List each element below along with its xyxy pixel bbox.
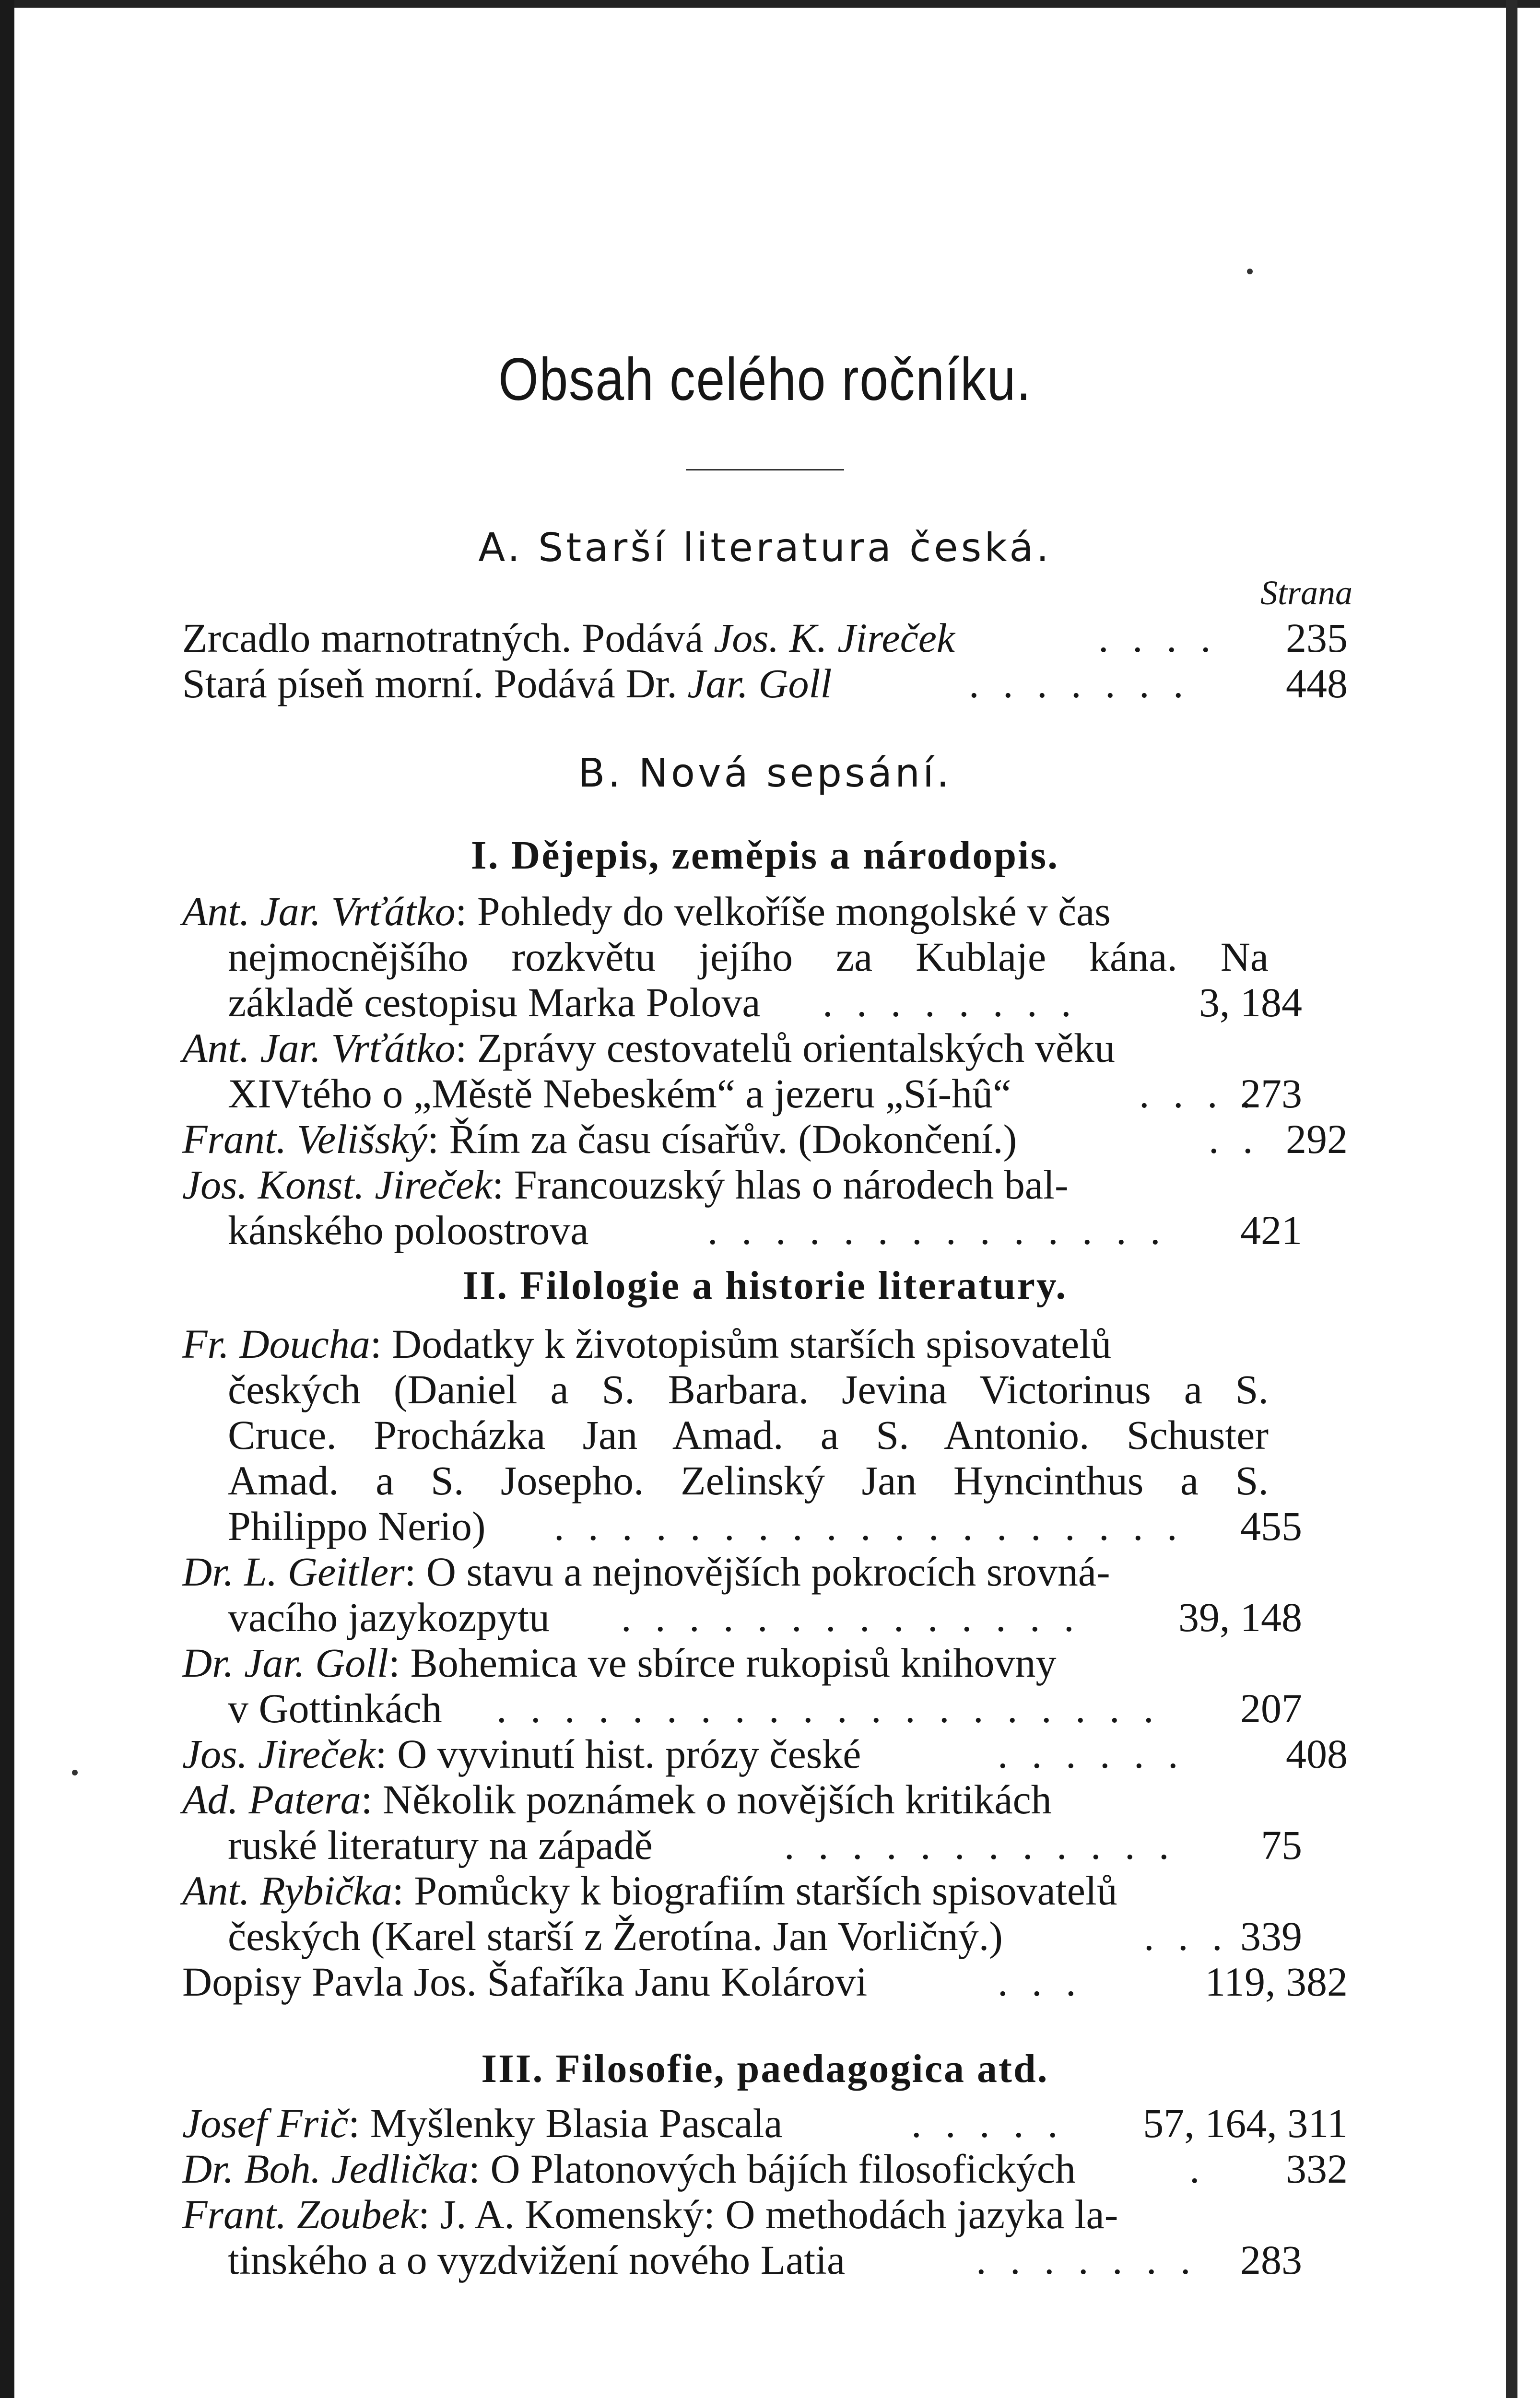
entry-text: Několik poznámek o novějších kritikách	[383, 1776, 1052, 1822]
leader-dots: . . . . . . . .	[823, 979, 1078, 1025]
entry-author: Frant. Velišský	[182, 1116, 428, 1162]
entry-author: Jos. Konst. Jireček	[182, 1162, 493, 1208]
leader-dots: . . . . . . . . . . . .	[784, 1822, 1176, 1868]
subsection-title: III. Filosofie, paedagogica atd.	[481, 2046, 1049, 2091]
leader-dots: . . . . . . . . . . . . . .	[707, 1207, 1167, 1253]
entry-text: Bohemica ve sbírce rukopisů knihovny	[410, 1640, 1057, 1686]
entry-text: ruské literatury na západě	[228, 1822, 653, 1868]
entry-text: Cruce. Procházka Jan Amad. a S. Antonio. Schuster	[228, 1412, 1269, 1458]
leader-dots: .	[1189, 2146, 1207, 2192]
list-item: Ant. Rybička: Pomůcky k biografiím starších spisovatelů českých (Karel starší z Žerotína. Jan Vorličný.) . . . 339	[182, 1868, 1302, 1959]
entry-text: českých (Daniel a S. Barbara. Jevina Victorinus a S.	[228, 1366, 1269, 1412]
entry-text: českých (Karel starší z Žerotína. Jan Vorličný.)	[228, 1913, 1003, 1959]
section-b-title: B. Nová sepsání.	[578, 751, 952, 796]
entry-pages: 408	[1286, 1731, 1348, 1777]
leader-dots: . . . . . . . . . . . . . .	[621, 1594, 1081, 1640]
entry-author: Ant. Jar. Vrťátko	[182, 888, 456, 934]
entry-text: J. A. Komenský: O methodách jazyka la-	[440, 2191, 1118, 2237]
leader-dots: . . . . . . . . . . . . . . . . . . .	[554, 1503, 1184, 1549]
leader-dots: . . . . . . .	[976, 2237, 1198, 2283]
entry-author: Dr. L. Geitler	[182, 1549, 405, 1595]
entry-text: Pohledy do velkoříše mongolské v čas	[477, 888, 1111, 934]
entry-pages: 57, 164, 311	[1143, 2100, 1348, 2146]
entry-pages: 207	[1240, 1685, 1302, 1731]
entry-text: Zprávy cestovatelů orientalských věku	[477, 1025, 1116, 1071]
list-item: Dr. Jar. Goll: Bohemica ve sbírce rukopisů knihovny v Gottinkách . . . . . . . . . . . . . . . . . . . . 207	[182, 1640, 1302, 1731]
list-item: Ant. Jar. Vrťátko: Pohledy do velkoříše mongolské v čas nejmocnějšího rozkvětu jejího za Kublaje kána. Na základě cestopisu Marka Polova . . . . . . . . 3, 184	[182, 888, 1302, 1025]
list-item: Jos. Konst. Jireček: Francouzský hlas o národech bal- kánského poloostrova . . . . . . . . . . . . . . 421	[182, 1162, 1302, 1253]
entry-text: Pomůcky k biografiím starších spisovatelů	[414, 1868, 1117, 1914]
entry-pages: 75	[1261, 1822, 1302, 1868]
entry-text: Amad. a S. Josepho. Zelinský Jan Hyncinthus a S.	[228, 1458, 1269, 1504]
entry-pages: 339	[1240, 1913, 1302, 1959]
leader-dots: . .	[1209, 1116, 1260, 1162]
entry-pages: 455	[1240, 1503, 1302, 1549]
page-edge-top	[0, 0, 1540, 8]
entry-pages: 119, 382	[1205, 1959, 1348, 2005]
leader-dots: . . . . . . .	[969, 660, 1190, 706]
entry-pages: 448	[1286, 660, 1348, 706]
list-item: Ant. Jar. Vrťátko: Zprávy cestovatelů orientalských věku XIVtého o „Městě Nebeském“ a jezeru „Sí-hû“ . . . . 273	[182, 1025, 1302, 1117]
page-edge-right	[1506, 0, 1517, 2398]
list-item: Jos. Jireček: O vyvinutí hist. prózy české . . . . . . 408	[182, 1731, 1348, 1777]
entry-text: Philippo Nerio)	[228, 1503, 486, 1549]
entry-text: v Gottinkách	[228, 1685, 442, 1731]
entry-text: Zrcadlo marnotratných. Podává	[182, 615, 714, 661]
entry-text: O vyvinutí hist. prózy české	[397, 1731, 861, 1777]
entry-author: Ant. Jar. Vrťátko	[182, 1025, 456, 1071]
leader-dots: . . . . . . . . . . . . . . . . . . . .	[496, 1685, 1161, 1731]
entry-text: Dopisy Pavla Jos. Šafaříka Janu Kolárovi	[182, 1959, 868, 2005]
column-label: Strana	[1260, 574, 1352, 612]
entry-author: Ad. Patera	[182, 1776, 361, 1822]
list-item: Frant. Velišský: Řím za času císařův. (Dokončení.) . . 292	[182, 1116, 1348, 1162]
section-a-title: A. Starší literatura česká.	[478, 525, 1052, 571]
list-item: Fr. Doucha: Dodatky k životopisům starších spisovatelů českých (Daniel a S. Barbara. Jevina Victorinus a S. Cruce. Procházka Jan Amad. a S. Antonio. Schuster Amad. a S. Josepho. Zelinský Jan Hyncinthus a S. Philippo Nerio) . . . . . . . . . . . . . . . . . . . 455	[182, 1321, 1302, 1549]
leader-dots: . . . .	[1098, 615, 1218, 661]
entry-text: Řím za času císařův. (Dokončení.)	[449, 1116, 1017, 1162]
entry-text: Myšlenky Blasia Pascala	[370, 2100, 783, 2146]
entry-author: Fr. Doucha	[182, 1321, 370, 1367]
list-item: Josef Frič: Myšlenky Blasia Pascala . . . . . 57, 164, 311	[182, 2100, 1348, 2146]
subsection-title: I. Dějepis, zeměpis a národopis.	[470, 833, 1059, 878]
list-item: Ad. Patera: Několik poznámek o novějších kritikách ruské literatury na západě . . . . . . . . . . . . 75	[182, 1776, 1302, 1868]
entry-pages: 283	[1240, 2237, 1302, 2283]
entry-text: tinského a o vyzdvižení nového Latia	[228, 2237, 846, 2283]
entry-text: Stará píseň morní. Podává Dr.	[182, 660, 688, 706]
entry-author: Jar. Goll	[687, 660, 832, 706]
entry-text: O Platonových bájích filosofických	[490, 2146, 1076, 2192]
entry-text: vacího jazykozpytu	[228, 1594, 550, 1640]
entry-author: Ant. Rybička	[182, 1868, 392, 1914]
entry-text: nejmocnějšího rozkvětu jejího za Kublaje kána. Na	[228, 934, 1269, 980]
leader-dots: . . .	[1144, 1913, 1229, 1959]
list-item: Dr. L. Geitler: O stavu a nejnovějších pokrocích srovná- vacího jazykozpytu . . . . . . . . . . . . . . 39, 148	[182, 1549, 1302, 1640]
entry-text: kánského poloostrova	[228, 1207, 589, 1253]
leader-dots: . . . .	[1139, 1070, 1258, 1117]
entry-pages: 39, 148	[1178, 1594, 1302, 1640]
entry-text: O stavu a nejnovějších pokrocích srovná-	[426, 1549, 1110, 1595]
entry-text: Dodatky k životopisům starších spisovatelů	[392, 1321, 1112, 1367]
list-item	[182, 1959, 1348, 2005]
speck-mark	[72, 1770, 78, 1775]
entry-author: Frant. Zoubek	[182, 2191, 419, 2237]
entry-author: Josef Frič	[182, 2100, 349, 2146]
entry-author: Dr. Boh. Jedlička	[182, 2146, 469, 2192]
entry-pages: 235	[1286, 615, 1348, 661]
leader-dots: . . . . .	[911, 2100, 1065, 2146]
list-item	[182, 661, 1348, 706]
list-item: Dr. Boh. Jedlička: O Platonových bájích filosofických . 332	[182, 2146, 1348, 2192]
page-title: Obsah celého ročníku.	[498, 346, 1032, 413]
entry-author: Jos. K. Jireček	[714, 615, 955, 661]
speck-mark	[1247, 269, 1253, 274]
title-divider	[686, 469, 844, 470]
entry-text: základě cestopisu Marka Polova	[228, 979, 761, 1025]
list-item: Frant. Zoubek: J. A. Komenský: O methodách jazyka la- tinského a o vyzdvižení nového Latia . . . . . . . 283	[182, 2191, 1302, 2283]
page-edge-left	[0, 0, 14, 2398]
leader-dots: . . . . . .	[998, 1731, 1185, 1777]
entry-pages: 292	[1286, 1116, 1348, 1162]
leader-dots: . . .	[998, 1959, 1083, 2005]
entry-pages: 332	[1286, 2146, 1348, 2192]
entry-pages: 3, 184	[1199, 979, 1302, 1025]
list-item	[182, 615, 1348, 661]
entry-text: XIVtého o „Městě Nebeském“ a jezeru „Sí-hû“	[228, 1070, 1011, 1117]
entry-author: Jos. Jireček	[182, 1731, 376, 1777]
subsection-title: II. Filologie a historie literatury.	[462, 1263, 1068, 1308]
entry-author: Dr. Jar. Goll	[182, 1640, 389, 1686]
entry-pages: 421	[1240, 1207, 1302, 1253]
entry-text: Francouzský hlas o národech bal-	[514, 1162, 1069, 1208]
entry-pages: 273	[1240, 1070, 1302, 1117]
